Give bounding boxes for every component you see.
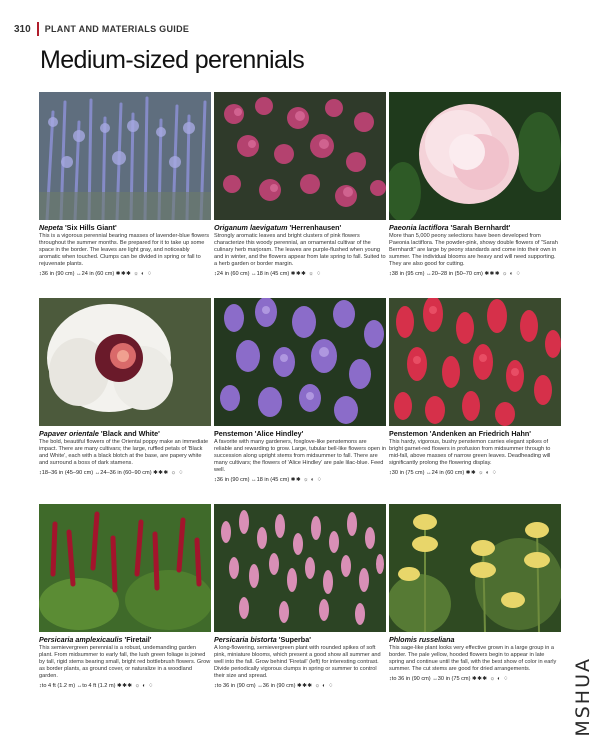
- plant-dimensions: ↕24 in (60 cm) ↔18 in (45 cm) ✱✱✱ ☼ ♢: [214, 271, 322, 278]
- hardiness-symbols: ✱✱ ☼ ◐ ♢: [465, 470, 498, 477]
- plant-card-persicaria-firetail: [39, 504, 211, 691]
- hardiness-symbols: ✱✱ ☼ ◐ ♢: [290, 477, 323, 484]
- plant-card-penstemon-hahn: [389, 298, 561, 478]
- plant-dimensions: ↕to 4 ft (1.2 m) ↔to 4 ft (1.2 m) ✱✱✱ ☼ ◐ ♢: [39, 683, 154, 690]
- plant-description: The bold, beautiful flowers of the Oriental poppy make an immediate impact. There are many cultivars; the large, ruffled petals of 'Black and White', each with a black blotch at the base, are papery white and surround a boss of dark stamens.: [39, 439, 209, 467]
- plant-name: Persicaria amplexicaulis 'Firetail': [39, 635, 152, 644]
- plant-photo: [214, 298, 386, 426]
- hardiness-symbols: ✱✱✱ ☼ ◐ ♢: [117, 683, 154, 690]
- running-header: [14, 22, 189, 36]
- plant-photo: [389, 298, 561, 426]
- plant-dimensions: ↕18–36 in (45–90 cm) ↔24–36 in (60–90 cm) ✱✱✱ ☼ ♢: [39, 470, 184, 477]
- plant-description: This is a vigorous perennial bearing masses of lavender-blue flowers throughout the summer months. Be prepared for it to take up some space in the border. The leaves are light gray, and noticeably aromatic when touched. Clumps can be divided in spring or fall to rejuvenate plants.: [39, 233, 210, 268]
- plant-photo: [39, 504, 211, 632]
- hardiness-symbols: ✱✱✱ ☼ ◐ ♢: [484, 271, 522, 278]
- page-number: 310: [14, 23, 31, 35]
- plant-card-phlomis: [389, 504, 561, 684]
- watermark: MSHUA: [572, 657, 594, 737]
- hardiness-symbols: ✱✱✱ ☼ ◐ ♢: [472, 676, 509, 683]
- plant-card-paeonia: [389, 92, 561, 279]
- plant-description: A favorite with many gardeners, foxglove-like penstemons are reliable and rewarding to grow. Large, tubular bell-like flowers open in succession along upright stems from midsummer to fall. There are many cultivars; the flowers of 'Alice Hindley' are pale lilac-blue. Feed well.: [214, 439, 386, 474]
- plant-photo: [214, 92, 386, 220]
- plant-name: Papaver orientale 'Black and White': [39, 429, 160, 438]
- page-title: Medium-sized perennials: [40, 46, 305, 74]
- header-divider: [37, 22, 39, 36]
- plant-card-penstemon-alice: [214, 298, 386, 485]
- plant-dimensions: ↕38 in (95 cm) ↔20–28 in (50–70 cm) ✱✱✱ ☼ ◐ ♢: [389, 271, 522, 278]
- plant-photo: [389, 504, 561, 632]
- plant-name: Nepeta 'Six Hills Giant': [39, 223, 117, 232]
- plant-card-papaver: [39, 298, 211, 478]
- plant-card-nepeta: [39, 92, 211, 279]
- plant-name: Phlomis russeliana: [389, 635, 455, 644]
- section-title: PLANT AND MATERIALS GUIDE: [44, 24, 190, 34]
- plant-photo: [389, 92, 561, 220]
- plant-description: This semievergreen perennial is a robust, undemanding garden plant. From midsummer to early fall, the lush green foliage is joined by tall, rigid stems bearing small, bright red bottlebrush flowers. Grow as border plants, as ground cover, or naturalize in a woodland garden.: [39, 645, 211, 680]
- plant-dimensions: ↕36 in (90 cm) ↔24 in (60 cm) ✱✱✱ ☼ ◐ ♢: [39, 271, 153, 278]
- plant-photo: [39, 92, 211, 220]
- plant-dimensions: ↕to 36 in (90 cm) ↔30 in (75 cm) ✱✱✱ ☼ ◐ ♢: [389, 676, 509, 683]
- plant-dimensions: ↕36 in (90 cm) ↔18 in (45 cm) ✱✱ ☼ ◐ ♢: [214, 477, 323, 484]
- plant-description: This hardy, vigorous, bushy penstemon carries elegant spikes of bright garnet-red flowers in profusion from midsummer through to mid-fall, above masses of narrow green leaves. Deadheading will significantly prolong the flowering display.: [389, 439, 551, 467]
- plant-photo: [39, 298, 211, 426]
- hardiness-symbols: ✱✱✱ ☼ ◐ ♢: [115, 271, 153, 278]
- plant-name: Penstemon 'Alice Hindley': [214, 429, 304, 438]
- hardiness-symbols: ✱✱✱ ☼ ◐ ♢: [297, 683, 334, 690]
- hardiness-symbols: ✱✱✱ ☼ ♢: [290, 271, 322, 278]
- plant-description: A long-flowering, semievergreen plant with rounded spikes of soft pink, miniature blooms, which present a good show all summer and well into the fall. Grow behind 'Firetail' (left) for interesting contrast. Divide periodically vigorous clumps in spring or summer to control their size and spread.: [214, 645, 381, 680]
- plant-name: Penstemon 'Andenken an Friedrich Hahn': [389, 429, 532, 438]
- plant-dimensions: ↕30 in (75 cm) ↔24 in (60 cm) ✱✱ ☼ ◐ ♢: [389, 470, 498, 477]
- plant-card-origanum: [214, 92, 386, 279]
- plant-description: Strongly aromatic leaves and bright clusters of pink flowers characterize this woody perennial, an ornamental cultivar of the culinary herb marjoram. The leaves are purple-flushed when young and in winter, and the flowers appear from late spring to fall. Suited to a herb garden or border margin.: [214, 233, 386, 268]
- plant-card-persicaria-superba: [214, 504, 386, 691]
- plant-name: Paeonia lactiflora 'Sarah Bernhardt': [389, 223, 511, 232]
- plant-dimensions: ↕to 36 in (90 cm) ↔36 in (90 cm) ✱✱✱ ☼ ◐ ♢: [214, 683, 334, 690]
- hardiness-symbols: ✱✱✱ ☼ ♢: [153, 470, 184, 477]
- plant-description: This sage-like plant looks very effective grown in a large group in a border. The pale yellow, hooded flowers begin to appear in late spring and continue until the fall, with the best show of color in early summer. The cut stems are good for dried arrangements.: [389, 645, 557, 673]
- plant-name: Origanum laevigatum 'Herrenhausen': [214, 223, 342, 232]
- plant-name: Persicaria bistorta 'Superba': [214, 635, 311, 644]
- plant-description: More than 5,000 peony selections have been developed from Paeonia lactiflora. The powder-pink, showy double flowers of "Sarah Bernhardt" are large by peony standards and come into their own in summer. The individual blooms are heavy and will need supporting. They are also good for cutting.: [389, 233, 558, 268]
- plant-photo: [214, 504, 386, 632]
